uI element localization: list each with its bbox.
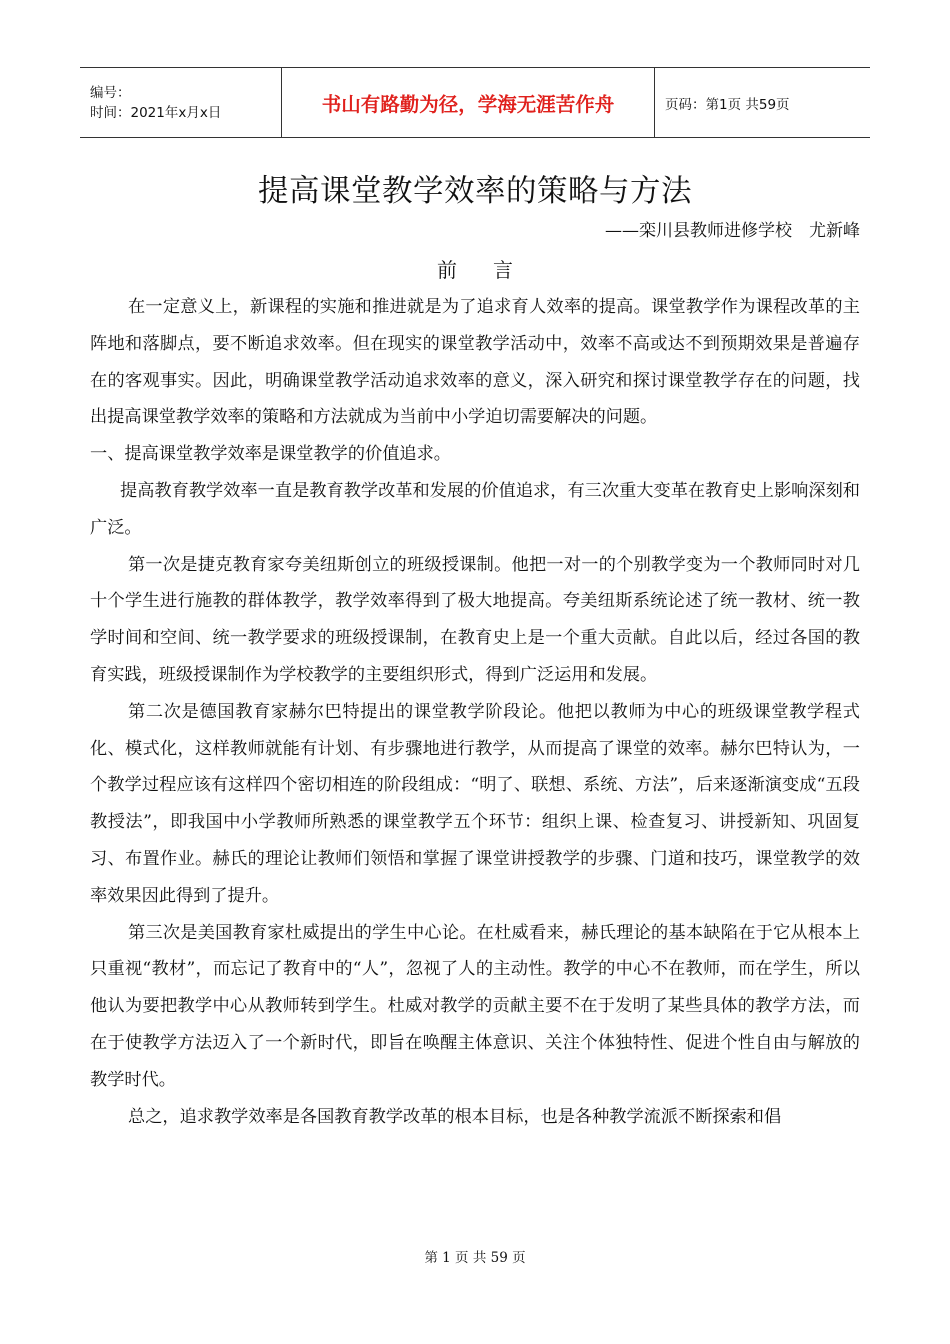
header-meta [80, 68, 282, 137]
document-header [80, 67, 870, 138]
page-footer: 第 1 页 共 59 页 [424, 1250, 526, 1266]
paragraph: 第二次是德国教育家赫尔巴特提出的课堂教学阶段论。他把以教师为中心的班级课堂教学程式化、模式化，这样教师就能有计划、有步骤地进行教学，从而提高了课堂的效率。赫尔巴特认为，一个教学过程应该有这样四个密切相连的阶段组成：“明了、联想、系统、方法”，后来逐渐演变成“五段教授法”，即我国中小学教师所熟悉的课堂教学五个环节：组织上课、检查复习、讲授新知、巩固复习、布置作业。赫氏的理论让教师们领悟和掌握了课堂讲授教学的步骤、门道和技巧，课堂教学的效率效果因此得到了提升。 [90, 701, 860, 906]
paragraph: 总之，追求教学效率是各国教育教学改革的根本目标，也是各种教学流派不断探索和倡 [128, 1106, 782, 1127]
paragraph-intro: 在一定意义上，新课程的实施和推进就是为了追求育人效率的提高。课堂教学作为课程改革的主阵地和落脚点，要不断追求效率。但在现实的课堂教学活动中，效率不高或达不到预期效果是普遍存在的客观事实。因此，明确课堂教学活动追求效率的意义，深入研究和探讨课堂教学存在的问题，找出提高课堂教学效率的策略和方法就成为当前中小学迫切需要解决的问题。 [90, 297, 860, 428]
serial-number-label: 编号： [90, 84, 131, 101]
section-heading-1: 一、提高课堂教学效率是课堂教学的价值追求。 [90, 444, 451, 465]
date-label: 时间：2021年x月x日 [90, 104, 222, 121]
paragraph: 第三次是美国教育家杜威提出的学生中心论。在杜威看来，赫氏理论的基本缺陷在于它从根本上只重视“教材”，而忘记了教育中的“人”，忽视了人的主动性。教学的中心不在教师，而在学生，所以他认为要把教学中心从教师转到学生。杜威对教学的贡献主要不在于发明了某些具体的教学方法，而在于使教学方法迈入了一个新时代，即旨在唤醒主体意识、关注个体独特性、促进个性自由与解放的教学时代。 [90, 922, 860, 1090]
document-title: 提高课堂教学效率的策略与方法 [258, 174, 692, 209]
preface-heading: 前言 [437, 258, 549, 282]
document-author: ——栾川县教师进修学校 尤新峰 [605, 221, 860, 241]
paragraph: 提高教育教学效率一直是教育教学改革和发展的价值追求，有三次重大变革在教育史上影响深刻和广泛。 [90, 480, 860, 538]
document-body [90, 289, 860, 1135]
header-motto: 书山有路勤为径，学海无涯苦作舟 [282, 68, 655, 137]
header-page-info: 页码：第1页 共59页 [665, 96, 790, 113]
paragraph: 第一次是捷克教育家夸美纽斯创立的班级授课制。他把一对一的个别教学变为一个教师同时对几十个学生进行施教的群体教学，教学效率得到了极大地提高。夸美纽斯系统论述了统一教材、统一教学时间和空间、统一教学要求的班级授课制，在教育史上是一个重大贡献。自此以后，经过各国的教育实践，班级授课制作为学校教学的主要组织形式，得到广泛运用和发展。 [90, 554, 860, 685]
